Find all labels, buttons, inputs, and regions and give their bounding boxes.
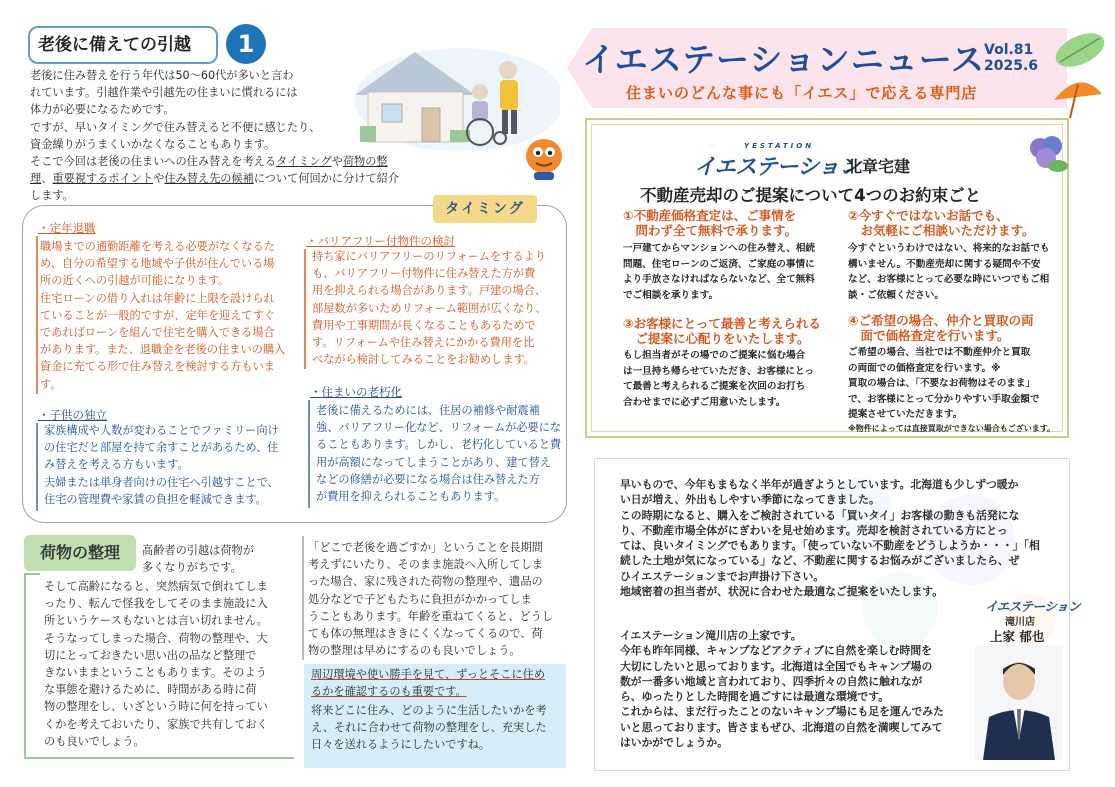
kodomo-bar: [36, 423, 38, 511]
mid-body: 「どこで老後を過ごすか」ということを長期間 考えずにいたり、そのまま施設へ入所してしま った場合、家に残された荷物の整理や、遺品の 処分などで子どもたちに負担がかかってしま うこともあります。年齢を重ねてくると、どうし ても体の無理はききにくくなってくるので、荷 物の整理は早めにするのも良いでしょう。: [308, 541, 553, 658]
intro-text: 老後に住み替えを行う年代は50～60代が多いと言わ れています。引越作業や引越先の住まいに慣れるには 体力が必要になるためです。 ですが、早いタイミングで住み替えると不便に感じたり、 資金繰りがうまくいかなくなることもあります。: [30, 69, 321, 151]
teinen-body: 職場までの通勤距離を考える必要がなくなるた め、自分の希望する地域や子供が住んでいる場 所の近くへの引越が可能になります。 住宅ローンの借り入れは年齢に上限を設けられ ていることが一般的ですが、定年を迎えてすぐ であればローンを組んで住宅を購入できる場合 があります。また、退職金を老後の住まいの購入 資金に充てる形で住み替えを検討する方もいま す。: [40, 240, 286, 391]
timing-tag: タイミング: [433, 195, 537, 223]
nimotsu-line: [24, 573, 40, 575]
staff-name: 上家 郁也: [990, 629, 1045, 644]
intro-link-kouho: 住み替え先の候補: [164, 172, 254, 186]
news-body-2: イエステーション滝川店の上家です。 今年も昨年同様、キャンプなどアクティブに自然を楽しむ時間を 大切にしたいと思っております。北海道は全国でもキャンプ場の 数が一番多い地域と言われており、四季折々の自然に触れなが ら、ゆったりとした時間を過ごすには最適な環境です。 これからは、まだ行ったことのないキャンプ場にも足を運んでみた いと思っております。皆さまもぜひ、北海道の自然を満喫してみて はいかがでしょうか。: [620, 629, 944, 750]
nimotsu-bottom-line: [24, 757, 294, 759]
nimotsu-lead: 高齢者の引越は荷物が 多くなりがちです。: [142, 544, 254, 575]
rouka-body: 老後に備えるためには、住居の補修や耐震補 強、バリアフリー化など、リフォームが必要にな ることもあります。しかし、老朽化していると費 用が高額になってしまうことがあり、建て替え などの修繕が必要になる場合は住み替えた方 が費用を抑えられることもあります。: [316, 404, 562, 504]
promise-title: 不動産売却のご提案について4つのお約束ごと: [640, 186, 982, 205]
intro-part: や: [153, 172, 165, 186]
intro-part: や: [331, 155, 343, 168]
teinen-heading: ・定年退職: [38, 221, 96, 235]
intro-link-nimotsu-end: 理: [30, 172, 42, 186]
yestation-logo-small: イエステーション: [985, 600, 1080, 615]
promise-2-heading: ②今すぐではないお話でも、 お気軽にご相談いただけます。: [848, 208, 1035, 238]
company-name: 北章宅建: [846, 157, 911, 176]
kodomo-body: 家族構成や人数が変わることでファミリー向け の住宅だと部屋を持て余すことがあるため、住 み替えを考える方もいます。 夫婦または単身者向けの住宅へ引越すことで、 住宅の管理費や家賃の負担を軽減できます。: [44, 424, 279, 506]
promise-3-body: もし担当者がその場でのご提案に悩む場合 は一旦持ち帰らせていただき、お客様にとっ て最善と考えられるご提案を次回のお打ち 合わせまでに必ずご用意いたします。: [623, 350, 815, 408]
section-title: 老後に備えての引越: [28, 26, 218, 64]
nimotsu-bar: [24, 573, 26, 757]
barrier-body: 持ち家にバリアフリーのリフォームをするより も、バリアフリー付物件に住み替えた方が費 用を抑えられる場合があります。戸建の場合、 部屋数が多いためリフォーム範囲が広くなり、 費用や工事期間が長くなることもあるためで す。リフォームや住み替えにかかる費用を比 べながら検討してみることをお勧めします。: [312, 250, 547, 367]
barrier-heading: ・バリアフリー付物件の検討: [306, 234, 456, 248]
mid-divider: [302, 536, 304, 660]
kodomo-heading: ・子供の独立: [38, 408, 107, 422]
issue-date: 2025.6: [984, 58, 1039, 74]
rouka-heading: ・住まいの老朽化: [310, 385, 402, 399]
intro-part: 、: [41, 172, 53, 186]
yestation-logo: イエステーション: [694, 155, 860, 180]
intro-part: します。: [30, 189, 74, 203]
news-body-1: 早いもので、今年もまもなく半年が過ぎようとしています。北海道も少しずつ暖か い日が増え、外出もしやすい季節になってきました。 この時期になると、購入をご検討されている「買いタイ」お客様の動きも活発にな り、不動産市場全体がにぎわいを見せ始めます。売却を検討されている方にとっ ては、良いタイミングでもあります。「使っていない不動産をどうしようか・・・」「相 続した土地が気になっている」など、不動産に関するお悩みがございましたら、ぜ ひイエステーションまでお声掛け下さい。 地域密着の担当者が、状況に合わせた最適なご提案をいたします。: [620, 478, 1040, 599]
intro-link-nimotsu: 荷物の整: [342, 155, 388, 168]
newsletter-title: イエステーションニュース: [582, 40, 986, 79]
rouka-bar: [308, 400, 310, 508]
volume-info: [984, 42, 1038, 74]
volume-number: Vol.81: [984, 42, 1034, 58]
hydrangea-icon: [1022, 132, 1070, 176]
intro-text-2: [30, 153, 415, 205]
logo-small-text: YESTATION: [744, 142, 815, 150]
leaf-umbrella-icon: [1040, 28, 1110, 120]
branch-name: 滝川店: [1005, 617, 1035, 628]
nimotsu-tag: 荷物の整理: [24, 535, 136, 571]
intro-link-point: 重要視するポイント: [52, 172, 154, 186]
mascot-fish-icon: [520, 130, 570, 185]
promise-4-body: ご希望の場合、当社では不動産仲介と買取 の両面での価格査定を行います。※ 買取の場合は、「不要なお荷物はそのまま」 で、お客様にとって分かりやすい手取金額で 提案させていただきます。: [848, 347, 1040, 420]
promise-1-heading: ①不動産価格査定は、ご事情を 問わず全て無料で承ります。: [623, 208, 798, 238]
promise-2-body: 今すぐというわけではない、将来的なお話でも 構いません。不動産売却に関する疑問や不安 など、お客様にとって必要な時にいつでもご相 談・ご依頼ください。: [848, 243, 1050, 301]
part-number-badge: 1: [226, 24, 266, 64]
intro-part: について何回かに分けて紹介: [253, 172, 400, 186]
promise-1-body: 一戸建てからマンションへの住み替え、相続 問題、住宅ローンのご返済、ご家庭の事情に より手放さなければならないなど、全て無料 でご相談を承ります。: [623, 243, 816, 301]
promise-4-note: ※物件によっては直接買取ができない場合もございます。: [848, 424, 1056, 433]
barrier-bar: [304, 249, 306, 369]
promise-3-heading: ③お客様にとって最善と考えられる ご提案に心配りをいたします。: [623, 316, 821, 346]
highlight-body: 将来どこに住み、どのように生活したいかを考 え、それに合わせて荷物の整理をし、充実した 日々を送れるようにしたいですね。: [311, 704, 547, 752]
promise-4-heading: ④ご希望の場合、仲介と買取の両 面で価格査定を行います。: [848, 313, 1034, 343]
nimotsu-body: そして高齢になると、突然病気で倒れてしま ったり、転んで怪我をしてそのまま施設に入 所というケースもないとは言い切れません。 そうなってしまった場合、荷物の整理や、大 切にとっておきたい思い出の品など整理で きないままということもあります。そのよう な事態を避けるために、時間がある時に荷 物の整理をし、いざという時に何を持ってい くかを考えておいたり、家族で共有しておく のも良いでしょう。: [44, 580, 268, 748]
highlight-heading: 周辺環境や使い勝手を見て、ずっとそこに住め るかを確認するのも重要です。: [311, 668, 546, 699]
intro-link-timing: タイミング: [276, 155, 332, 168]
staff-photo: [975, 645, 1063, 760]
intro-part: そこで今回は老後の住まいへの住み替えを考える: [30, 155, 277, 168]
tagline: 住まいのどんな事にも「イエス」で応える専門店: [626, 84, 978, 102]
teinen-bar: [36, 236, 38, 394]
